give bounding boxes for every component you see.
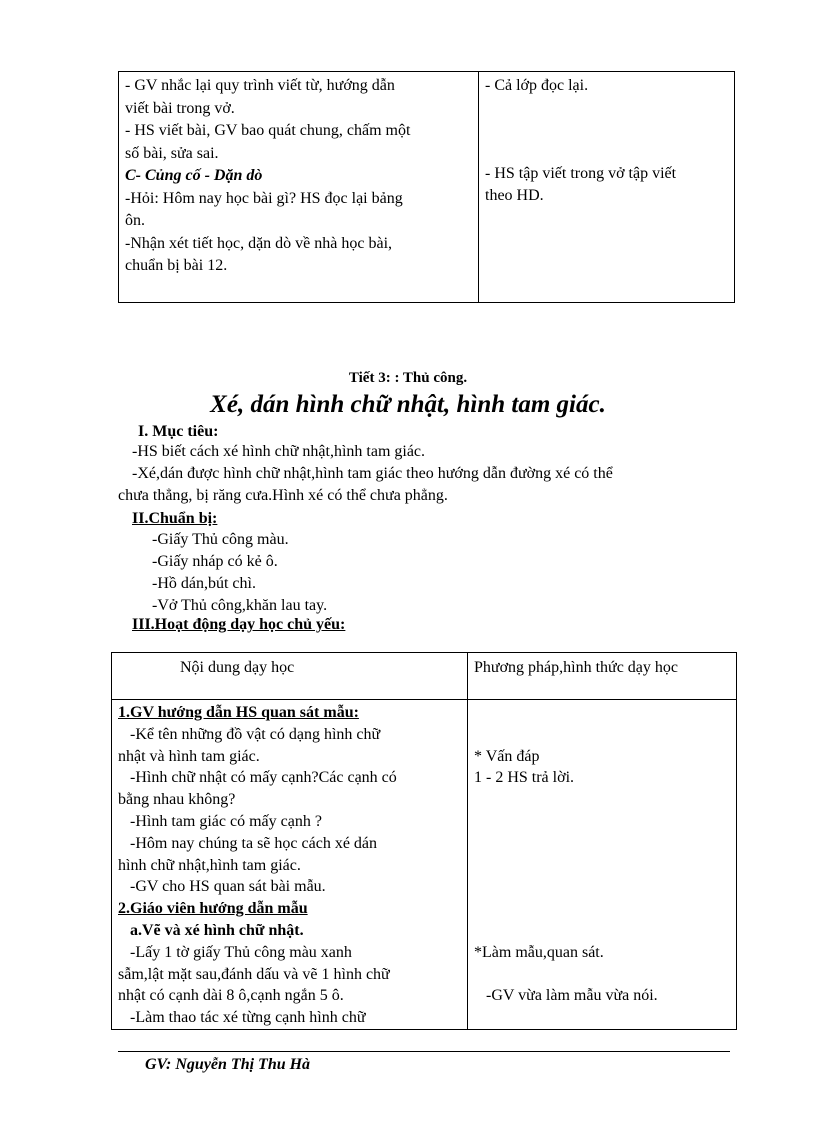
text-line: bằng nhau không?: [118, 791, 236, 809]
text-line: -Hỏi: Hôm nay học bài gì? HS đọc lại bảng: [125, 189, 403, 207]
prep-item: -Giấy nháp có kẻ ô.: [152, 553, 278, 570]
text-line: -GV cho HS quan sát bài mẫu.: [130, 878, 326, 896]
text-line: -Lấy 1 tờ giấy Thủ công màu xanh: [130, 943, 352, 961]
activities-table: [111, 652, 737, 1030]
review-method-cell: [479, 72, 735, 303]
section-heading: C- Củng cố - Dặn dò: [125, 167, 263, 184]
subsection-heading: a.Vẽ và xé hình chữ nhật.: [130, 921, 304, 939]
column-header: Phương pháp,hình thức dạy học: [474, 659, 678, 676]
preparation-heading: II.Chuẩn bị:: [132, 510, 218, 527]
text-line: sẫm,lật mặt sau,đánh dấu và vẽ 1 hình chữ: [118, 965, 390, 983]
text-line: *Làm mẫu,quan sát.: [474, 943, 604, 961]
text-line: * Vấn đáp: [474, 747, 540, 765]
text-line: chuẩn bị bài 12.: [125, 257, 228, 274]
text-line: 1 - 2 HS trả lời.: [474, 769, 575, 787]
header-method-cell: [468, 653, 737, 700]
column-header: Nội dung dạy học: [180, 659, 295, 676]
preparation-list: [152, 529, 327, 617]
text-line: ôn.: [125, 212, 145, 229]
section-heading: 1.GV hướng dẫn HS quan sát mẫu:: [118, 704, 359, 721]
text-line: -Hôm nay chúng ta sẽ học cách xé dán: [130, 834, 378, 852]
text-line: nhật có cạnh dài 8 ô,cạnh ngắn 5 ô.: [118, 987, 344, 1005]
text-line: -Nhận xét tiết học, dặn dò về nhà học bài,: [125, 234, 393, 252]
text-line: -Hình chữ nhật có mấy cạnh?Các cạnh có: [130, 769, 397, 787]
text-line: -Hình tam giác có mấy cạnh ?: [130, 812, 322, 830]
text-line: theo HD.: [485, 187, 544, 204]
period-heading: Tiết 3: : Thủ công.: [348, 370, 468, 386]
objective-item: -HS biết cách xé hình chữ nhật,hình tam giác.: [132, 443, 426, 460]
text-line: - GV nhắc lại quy trình viết từ, hướng dẫn: [125, 77, 395, 94]
activities-heading: III.Hoạt động dạy học chủ yếu:: [132, 616, 346, 633]
lesson-title: Xé, dán hình chữ nhật, hình tam giác.: [210, 391, 606, 418]
text-line: -GV vừa làm mẫu vừa nói.: [486, 987, 658, 1005]
prep-item: -Giấy Thủ công màu.: [152, 531, 289, 548]
prep-item: -Vở Thủ công,khăn lau tay.: [152, 597, 328, 614]
review-content-cell: [119, 72, 479, 303]
section-heading: 2.Giáo viên hướng dẫn mẫu: [118, 900, 308, 918]
objective-item: -Xé,dán được hình chữ nhật,hình tam giác theo hướng dẫn đường xé có thể: [132, 465, 613, 482]
activities-method-cell: [468, 700, 737, 1030]
text-line: - Cả lớp đọc lại.: [485, 77, 589, 94]
review-table: [118, 71, 735, 303]
text-line: -Làm thao tác xé từng cạnh hình chữ: [130, 1009, 366, 1027]
text-line: số bài, sửa sai.: [125, 144, 219, 162]
text-line: - HS tập viết trong vở tập viết: [485, 164, 677, 182]
objectives-heading: [138, 421, 218, 443]
objective-continuation: chưa thẳng, bị răng cưa.Hình xé có thể chưa phẳng.: [118, 487, 448, 504]
header-content-cell: [112, 653, 468, 700]
text-line: viết bài trong vở.: [125, 99, 235, 117]
prep-item: -Hồ dán,bút chì.: [152, 575, 256, 592]
text-line: nhật và hình tam giác.: [118, 747, 260, 765]
objectives-heading-text: I. Mục tiêu:: [138, 423, 219, 440]
text-line: hình chữ nhật,hình tam giác.: [118, 856, 301, 874]
activities-content-cell: [112, 700, 468, 1030]
text-line: - HS viết bài, GV bao quát chung, chấm một: [125, 122, 411, 139]
text-line: -Kể tên những đồ vật có dạng hình chữ: [130, 725, 381, 743]
footer-divider: [118, 1051, 730, 1052]
teacher-footer: GV: Nguyễn Thị Thu Hà: [145, 1056, 311, 1073]
objectives-list: [132, 441, 613, 485]
